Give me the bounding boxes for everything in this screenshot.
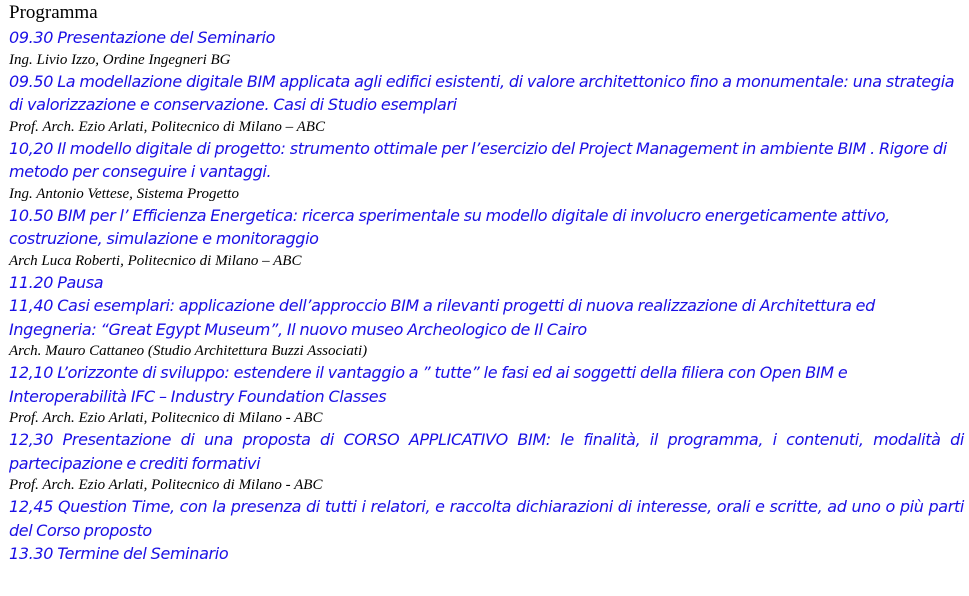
talk-title: 11,40 Casi esemplari: applicazione dell’approccio BIM a rilevanti progetti di nuova realizzazione di Architettura ed Ingegneria: “Great Egypt Museum”, Il nuovo museo Archeologico de Il Cairo (9, 296, 875, 339)
programme-item (9, 137, 964, 204)
talk-title: 11.20 Pausa (9, 272, 104, 292)
talk-title: 12,30 Presentazione di una proposta di CORSO APPLICATIVO BIM: le finalità, il programma, i contenuti, modalità di partecipazione e crediti formativi (9, 430, 964, 473)
talk-title: 12,45 Question Time, con la presenza di tutti i relatori, e raccolta dichiarazioni di interesse, orali e scritte, ad uno o più parti del Corso proposto (9, 497, 964, 540)
programme-heading: Programma (9, 2, 98, 23)
talk-title: 10,20 Il modello digitale di progetto: strumento ottimale per l’esercizio del Project Management in ambiente BIM . Rigore di metodo per conseguire i vantaggi. (9, 138, 947, 181)
speaker-name: Prof. Arch. Ezio Arlati, Politecnico di Milano - ABC (9, 477, 323, 493)
programme-item (9, 271, 964, 295)
talk-title: 13.30 Termine del Seminario (9, 544, 229, 563)
programme-item (9, 204, 964, 271)
programme-item (9, 294, 964, 361)
speaker-name: Ing. Livio Izzo, Ordine Ingegneri BG (9, 51, 231, 68)
programme-item (9, 428, 964, 495)
programme-item (9, 26, 964, 70)
speaker-name: Arch. Mauro Cattaneo (Studio Architettura Buzzi Associati) (9, 343, 368, 359)
speaker-name: Prof. Arch. Ezio Arlati, Politecnico di Milano – ABC (9, 118, 325, 135)
programme-item (9, 361, 964, 428)
talk-title: 09.50 La modellazione digitale BIM applicata agli edifici esistenti, di valore architettonico fino a monumentale: una strategia di valorizzazione e conservazione. Casi di Studio esemplari (9, 71, 955, 114)
talk-title: 12,10 L’orizzonte di sviluppo: estendere il vantaggio a ” tutte” le fasi ed ai soggetti della filiera con Open BIM e Interoperabilità IFC – Industry Foundation Classes (9, 363, 848, 406)
programme-item (9, 542, 964, 566)
speaker-name: Ing. Antonio Vettese, Sistema Progetto (9, 185, 239, 202)
talk-title: 10.50 BIM per l’ Efficienza Energetica: ricerca sperimentale su modello digitale di involucro energeticamente attivo, costruzione, simulazione e monitoraggio (9, 205, 890, 248)
programme-document (9, 2, 964, 566)
programme-item (9, 70, 964, 137)
programme-item (9, 495, 964, 542)
speaker-name: Arch Luca Roberti, Politecnico di Milano – ABC (9, 252, 302, 269)
speaker-name: Prof. Arch. Ezio Arlati, Politecnico di Milano - ABC (9, 410, 323, 426)
talk-title: 09.30 Presentazione del Seminario (9, 28, 276, 47)
